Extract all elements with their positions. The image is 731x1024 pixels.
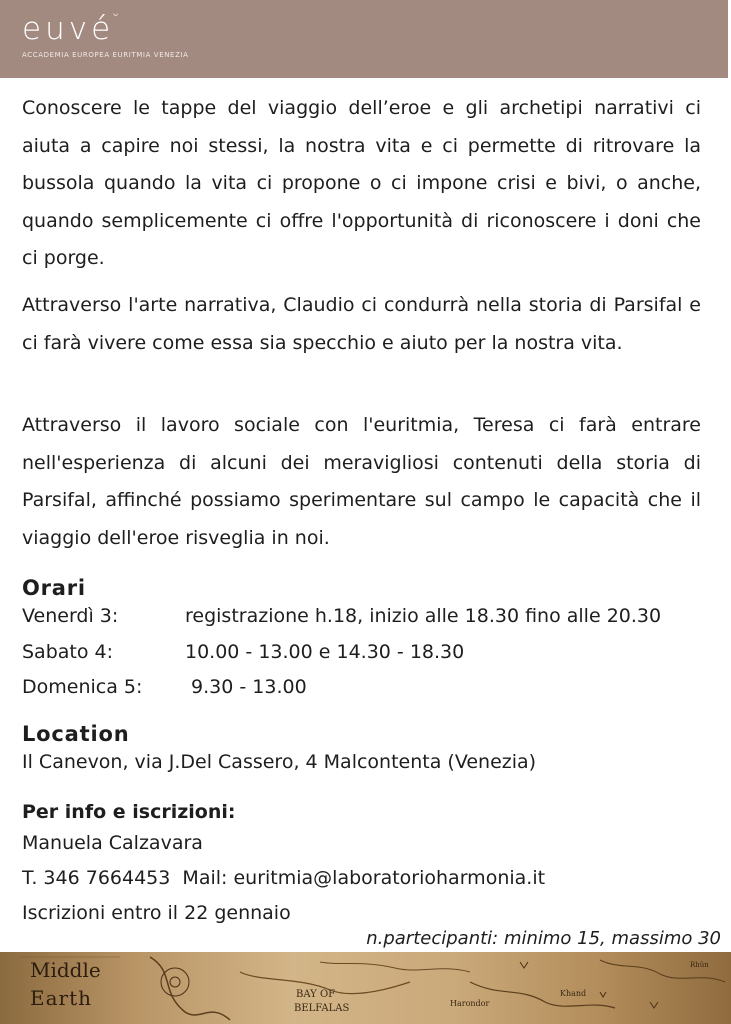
contact-details: T. 346 7664453 Mail: euritmia@laboratorioharmonia.it [22,867,546,889]
participants-note: n.partecipanti: minimo 15, massimo 30 [366,928,721,949]
map-label: BAY OF [296,989,336,1000]
map-label: Rhûn [690,961,709,969]
logo-subtitle: ACCADEMIA EUROPEA EURITMIA VENEZIA [22,51,189,59]
middle-earth-map-banner [0,952,731,1024]
schedule-day: Sabato 4: [22,641,114,663]
schedule-day: Domenica 5: [22,676,143,698]
map-title-line1: Middle [30,958,101,982]
intro-paragraph-2: Attraverso l'arte narrativa, Claudio ci condurrà nella storia di Parsifal e ci farà vivere come essa sia specchio e aiuto per la nostra vita. [22,294,701,354]
schedule-time: registrazione h.18, inizio alle 18.30 fino alle 20.30 [185,605,662,627]
schedule-day: Venerdì 3: [22,605,119,627]
map-title-line2: Earth [30,986,93,1010]
schedule-time: 9.30 - 13.00 [185,676,307,698]
map-drawing [0,952,731,1024]
map-label: Harondor [450,999,490,1008]
intro-paragraph-1: Conoscere le tappe del viaggio dell’eroe e gli archetipi narrativi ci aiuta a capire noi stessi, la nostra vita e ci permette di ritrovare la bussola quando la vita ci propone o ci impone crisi e bivi, o anche, quando semplicemente ci offre l'opportunità di riconoscere i doni che ci porge. [22,97,701,269]
orari-heading: Orari [22,576,86,600]
registration-deadline: Iscrizioni entro il 22 gennaio [22,902,291,924]
intro-paragraph-3: Attraverso il lavoro sociale con l'euritmia, Teresa ci farà entrare nell'esperienza di alcuni dei meravigliosi contenuti della storia di Parsifal, affinché possiamo sperimentare sul campo le capacità che il viaggio dell'eroe risveglia in noi. [22,414,701,549]
info-heading: Per info e iscrizioni: [22,801,236,823]
header-banner [0,0,728,78]
map-label: BELFALAS [294,1003,350,1014]
contact-name: Manuela Calzavara [22,832,203,854]
logo: euvé˘ [22,11,124,47]
location-address: Il Canevon, via J.Del Cassero, 4 Malcontenta (Venezia) [22,751,537,773]
schedule-time: 10.00 - 13.00 e 14.30 - 18.30 [185,641,465,663]
location-heading: Location [22,722,130,746]
map-label: Khand [560,989,587,998]
